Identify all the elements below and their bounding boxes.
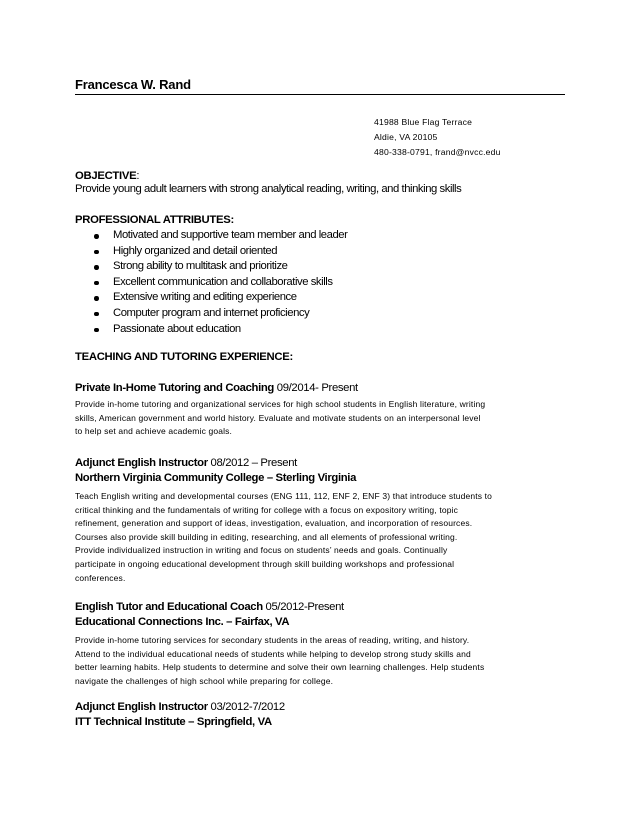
list-item: Passionate about education bbox=[75, 322, 565, 338]
list-item: Excellent communication and collaborative skills bbox=[75, 275, 565, 291]
list-item: Computer program and internet proficiency bbox=[75, 306, 565, 322]
contact-block bbox=[374, 115, 501, 160]
job-description bbox=[75, 634, 565, 688]
description-line: Provide in-home tutoring services for secondary students in the areas of reading, writing, and history. bbox=[75, 635, 470, 645]
job-title-line bbox=[75, 700, 565, 715]
description-line: navigate the challenges of high school while preparing for college. bbox=[75, 675, 334, 686]
description-line: skills, American government and world history. Evaluate and motivate students on an interpersonal level bbox=[75, 412, 481, 423]
description-line: critical thinking and the fundamentals of writing for college with a focus on expository writing, topic bbox=[75, 504, 459, 515]
attributes-heading: PROFESSIONAL ATTRIBUTES: bbox=[75, 214, 234, 226]
description-line: Courses also provide skill building in editing, researching, and all elements of professional writing. bbox=[75, 531, 458, 542]
job-description bbox=[75, 490, 565, 585]
job-title: English Tutor and Educational Coach bbox=[75, 601, 263, 613]
experience-heading: TEACHING AND TUTORING EXPERIENCE: bbox=[75, 351, 293, 363]
job-dates: 09/2014- Present bbox=[273, 382, 358, 394]
job-title-line bbox=[75, 456, 565, 471]
job-description bbox=[75, 398, 565, 439]
job-institution: ITT Technical Institute – Springfield, VA bbox=[75, 716, 272, 728]
job-title: Private In-Home Tutoring and Coaching bbox=[75, 382, 274, 394]
attributes-list bbox=[75, 228, 565, 337]
objective-heading-text: OBJECTIVE bbox=[75, 170, 137, 182]
job-title-line bbox=[75, 381, 565, 396]
job-title: Adjunct English Instructor bbox=[75, 457, 208, 469]
objective-heading-colon: : bbox=[136, 170, 140, 182]
job-entry-1 bbox=[75, 381, 565, 439]
list-item: Strong ability to multitask and prioritize bbox=[75, 259, 565, 275]
objective-heading bbox=[75, 170, 565, 182]
job-dates: 05/2012-Present bbox=[262, 601, 344, 613]
candidate-name: Francesca W. Rand bbox=[75, 77, 565, 95]
job-institution: Educational Connections Inc. – Fairfax, VA bbox=[75, 616, 290, 628]
description-line: refinement, generation and support of ideas, investigation, evaluation, and incorporation of resources. bbox=[75, 518, 473, 529]
list-item: Motivated and supportive team member and leader bbox=[75, 228, 565, 244]
job-entry-3 bbox=[75, 600, 565, 688]
description-line: Provide individualized instruction in writing and focus on students’ needs and goals. Continually bbox=[75, 545, 448, 556]
job-title: Adjunct English Instructor bbox=[75, 701, 208, 713]
job-dates: 03/2012-7/2012 bbox=[207, 701, 285, 713]
description-line: Attend to the individual educational needs of students while helping to develop strong study skills and bbox=[75, 648, 471, 659]
description-line: conferences. bbox=[75, 572, 126, 583]
objective-section bbox=[75, 170, 565, 195]
address-line-2: Aldie, VA 20105 bbox=[374, 132, 438, 142]
description-line: to help set and achieve academic goals. bbox=[75, 426, 233, 437]
contact-line: 480-338-0791, frand@nvcc.edu bbox=[374, 147, 501, 157]
description-line: better learning habits. Help students to determine and solve their own learning challenges. Help students bbox=[75, 662, 485, 673]
experience-section bbox=[75, 351, 565, 363]
description-line: Provide in-home tutoring and organizational services for high school students in English literature, writing bbox=[75, 399, 486, 409]
list-item: Extensive writing and editing experience bbox=[75, 290, 565, 306]
job-title-line bbox=[75, 600, 565, 615]
job-entry-4 bbox=[75, 700, 565, 730]
attributes-section bbox=[75, 214, 565, 337]
description-line: Teach English writing and developmental courses (ENG 111, 112, ENF 2, ENF 3) that introduce students to bbox=[75, 491, 493, 501]
job-entry-2 bbox=[75, 456, 565, 585]
job-dates: 08/2012 – Present bbox=[207, 457, 297, 469]
objective-text: Provide young adult learners with strong analytical reading, writing, and thinking skills bbox=[75, 183, 462, 195]
job-institution: Northern Virginia Community College – Sterling Virginia bbox=[75, 472, 357, 484]
description-line: participate in ongoing educational development through skill building workshops and professional bbox=[75, 558, 455, 569]
list-item: Highly organized and detail oriented bbox=[75, 244, 565, 260]
address-line-1: 41988 Blue Flag Terrace bbox=[374, 117, 473, 127]
